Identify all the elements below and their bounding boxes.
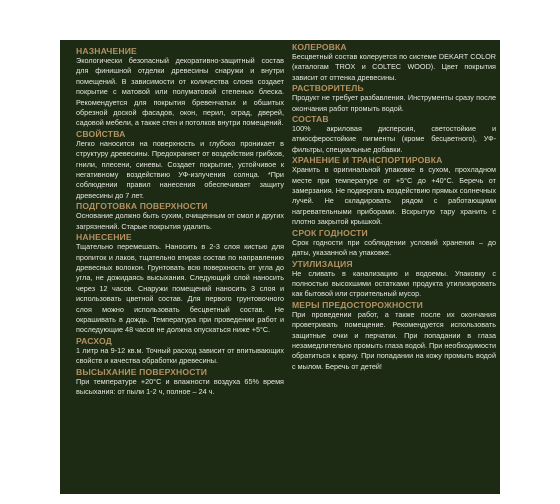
section-body: 1 литр на 9-12 кв.м. Точный расход зависит от впитывающих свойств и качества обработки древесины. [76, 345, 284, 366]
section-heading: ХРАНЕНИЕ И ТРАНСПОРТИРОВКА [292, 155, 443, 166]
section-body: При проведении работ, а также после их окончания проветривать помещение. Рекомендуется использовать защитные очки и перчатки. При попадании в глаза незамедлительно промыть глаза водой. При необходимости обратиться к врачу. При попадании на кожу промыть водой с мылом. Беречь от детей! [292, 309, 497, 371]
section-heading: МЕРЫ ПРЕДОСТОРОЖНОСТИ [292, 299, 423, 310]
section-body: Хранить в оригинальной упаковке в сухом, прохладном месте при температуре от +5°С до +40°С. Беречь от замерзания. Не подвергать воздействию прямых солнечных лучей. Не складировать рядом с работающими нагревательными приборами. Вскрытую тару хранить с плотно закрытой крышкой. [292, 165, 496, 227]
section-srok [292, 228, 496, 259]
section-body: Продукт не требует разбавления. Инструменты сразу после окончания работ промыть водой. [292, 93, 496, 113]
section-heading: СОСТАВ [292, 114, 329, 125]
section-mery [292, 300, 496, 372]
section-heading: ВЫСЫХАНИЕ ПОВЕРХНОСТИ [76, 366, 208, 377]
section-rastvoritel [292, 83, 496, 114]
section-body: Тщательно перемешать. Наносить в 2-3 слоя кистью для пропиток и лаков, тщательно втирая состав по направлению древесных волокон. Грунтовать всю поверхность от угла до угла, не дожидаясь высыхания. Следующий слой наносить через 12 часов. Снаружи помещений наносить 3 слоя и использовать цветной состав. Для первого грунтовочного слоя можно использовать бесцветный состав. Не окрашивать в дождь. Температура при проведении работ и последующие 48 часов не должна опускаться ниже +5°С. [76, 242, 284, 335]
section-podgotovka [76, 201, 284, 232]
section-heading: НАЗНАЧЕНИЕ [76, 46, 137, 56]
section-kolerovka [292, 42, 496, 83]
section-naznachenie [76, 46, 284, 129]
section-body: Экологически безопасный декоративно-защитный состав для финишной отделки древесины снаружи и внутри помещений. В зависимости от количества слоев создает покрытие с матовой или полуматовой степенью блеска. Рекомендуется для покрытия бревенчатых и обшитых обрезной доской фасадов, окон, перил, оград, дверей, садовой мебели, а также стен и потолков внутри помещений. [76, 56, 284, 128]
section-body: Легко наносится на поверхность и глубоко проникает в структуру древесины. Предохраняет от воздействия грибков, гнили, плесени, синевы. Создает покрытие, устойчивое к негативному воздействию УФ-излучения солнца. *При соблюдении правил нанесения обеспечивает защиту древесины до 7 лет. [76, 138, 284, 200]
section-heading: ПОДГОТОВКА ПОВЕРХНОСТИ [76, 201, 208, 212]
product-info-panel [60, 40, 500, 494]
section-heading: НАНЕСЕНИЕ [76, 232, 132, 243]
section-utilizatsiya [292, 259, 496, 300]
section-body: Срок годности при соблюдении условий хранения – до даты, указанной на упаковке. [292, 237, 496, 258]
section-sostav [292, 114, 496, 155]
section-body: 100% акриловая дисперсия, светостойкие и атмосферостойкие пигменты (кроме бесцветного), УФ-фильтры, специальные добавки. [292, 124, 496, 154]
section-svoystva [76, 129, 284, 201]
section-heading: УТИЛИЗАЦИЯ [292, 258, 353, 269]
section-heading: СРОК ГОДНОСТИ [292, 227, 368, 238]
right-column [292, 42, 496, 372]
section-heading: РАСТВОРИТЕЛЬ [292, 83, 364, 94]
section-body: Основание должно быть сухим, очищенным от смол и других загрязнений. Старые покрытия удалить. [76, 211, 284, 231]
section-heading: КОЛЕРОВКА [292, 42, 347, 52]
section-heading: СВОЙСТВА [76, 128, 126, 139]
section-body: Не сливать в канализацию и водоемы. Упаковку с полностью высохшими остатками продукта утилизировать как бытовой или строительный мусор. [292, 268, 496, 299]
section-khranenie [292, 155, 496, 227]
section-body: Бесцветный состав колеруется по системе DEKART COLOR (каталогам TROX и COLTEC WOOD). Цвет покрытия зависит от оттенка древесины. [292, 52, 496, 82]
section-body: При температуре +20°С и влажности воздуха 65% время высыхания: от пыли 1-2 ч, полное – 24 ч. [76, 376, 284, 396]
left-column [76, 46, 284, 397]
section-nanesenie [76, 232, 284, 336]
section-raskhod [76, 336, 284, 367]
section-heading: РАСХОД [76, 335, 112, 346]
section-vysykhanie [76, 367, 284, 398]
